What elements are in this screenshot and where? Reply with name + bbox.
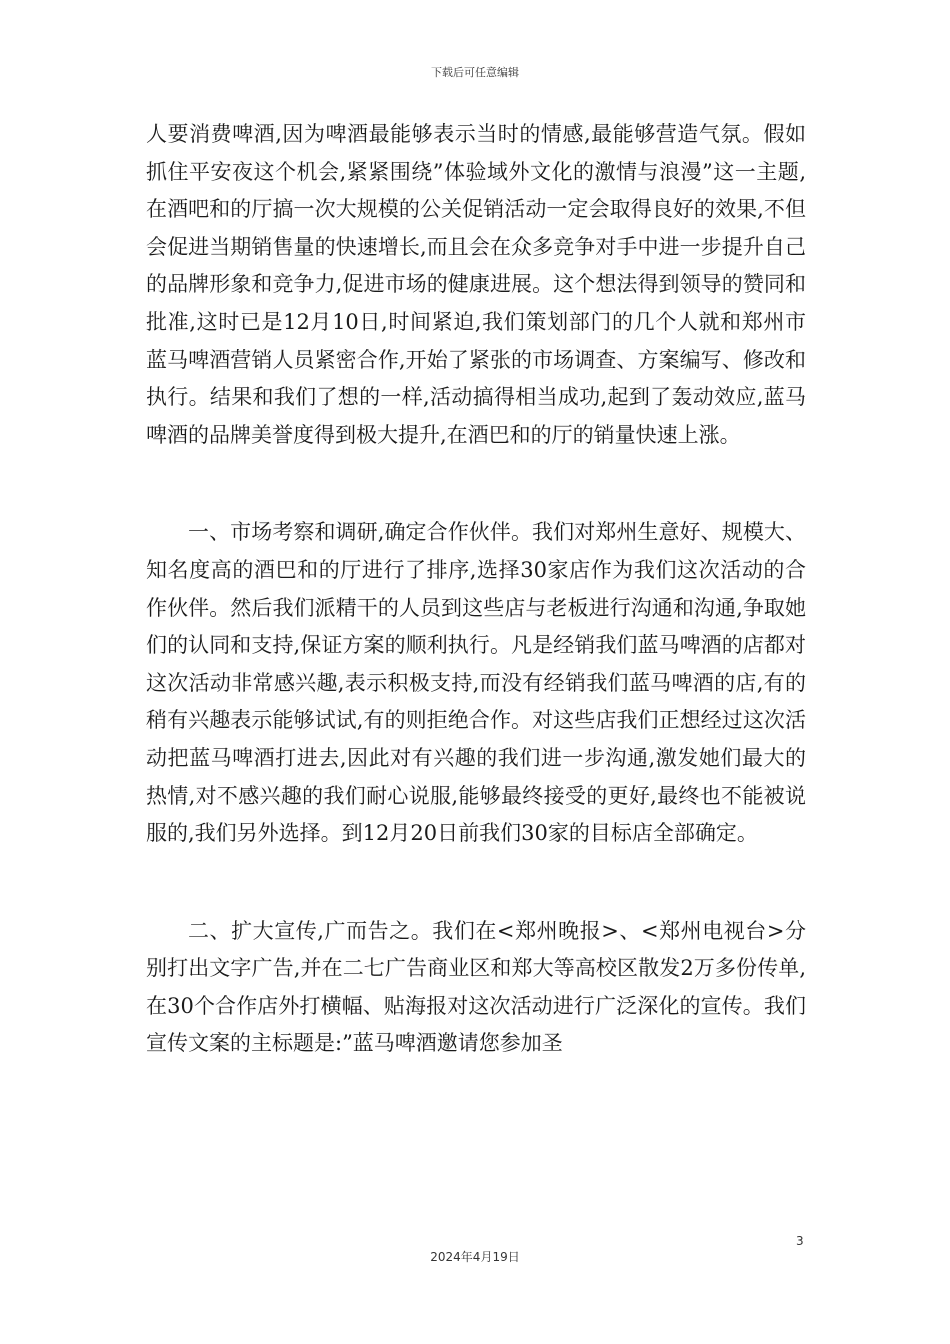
- paragraph-section-two: 二、扩大宣传,广而告之。我们在<郑州晚报>、<郑州电视台>分别打出文字广告,并在二七广告商业区和郑大等高校区散发2万多份传单,在30个合作店外打横幅、贴海报对这次活动进行广泛深化的宣传。我们宣传文案的主标题是:”蓝马啤酒邀请您参加圣: [146, 918, 806, 1056]
- paragraph-intro: 人要消费啤酒,因为啤酒最能够表示当时的情感,最能够营造气氛。假如抓住平安夜这个机会,紧紧围绕”体验域外文化的激情与浪漫”这一主题,在酒吧和的厅搞一次大规模的公关促销活动一定会取得良好的效果,不但会促进当期销售量的快速增长,而且会在众多竞争对手中进一步提升自己的品牌形象和竞争力,促进市场的健康进展。这个想法得到领导的赞同和批准,这时已是12月10日,时间紧迫,我们策划部门的几个人就和郑州市蓝马啤酒营销人员紧密合作,开始了紧张的市场调查、方案编写、修改和执行。结果和我们了想的一样,活动搞得相当成功,起到了轰动效应,蓝马啤酒的品牌美誉度得到极大提升,在酒巴和的厅的销量快速上涨。: [146, 122, 806, 447]
- page-footer-date: 2024年4月19日: [430, 1250, 520, 1264]
- page-number: 3: [796, 1234, 804, 1248]
- paragraph-section-one: 一、市场考察和调研,确定合作伙伴。我们对郑州生意好、规模大、知名度高的酒巴和的厅进行了排序,选择30家店作为我们这次活动的合作伙伴。然后我们派精干的人员到这些店与老板进行沟通和沟通,争取她们的认同和支持,保证方案的顺利执行。凡是经销我们蓝马啤酒的店都对这次活动非常感兴趣,表示积极支持,而没有经销我们蓝马啤酒的店,有的稍有兴趣表示能够试试,有的则拒绝合作。对这些店我们正想经过这次活动把蓝马啤酒打进去,因此对有兴趣的我们进一步沟通,激发她们最大的热情,对不感兴趣的我们耐心说服,能够最终接受的更好,最终也不能被说服的,我们另外选择。到12月20日前我们30家的目标店全部确定。: [146, 520, 806, 846]
- page-header: 下载后可任意编辑: [431, 66, 519, 79]
- document-body: [146, 116, 806, 1063]
